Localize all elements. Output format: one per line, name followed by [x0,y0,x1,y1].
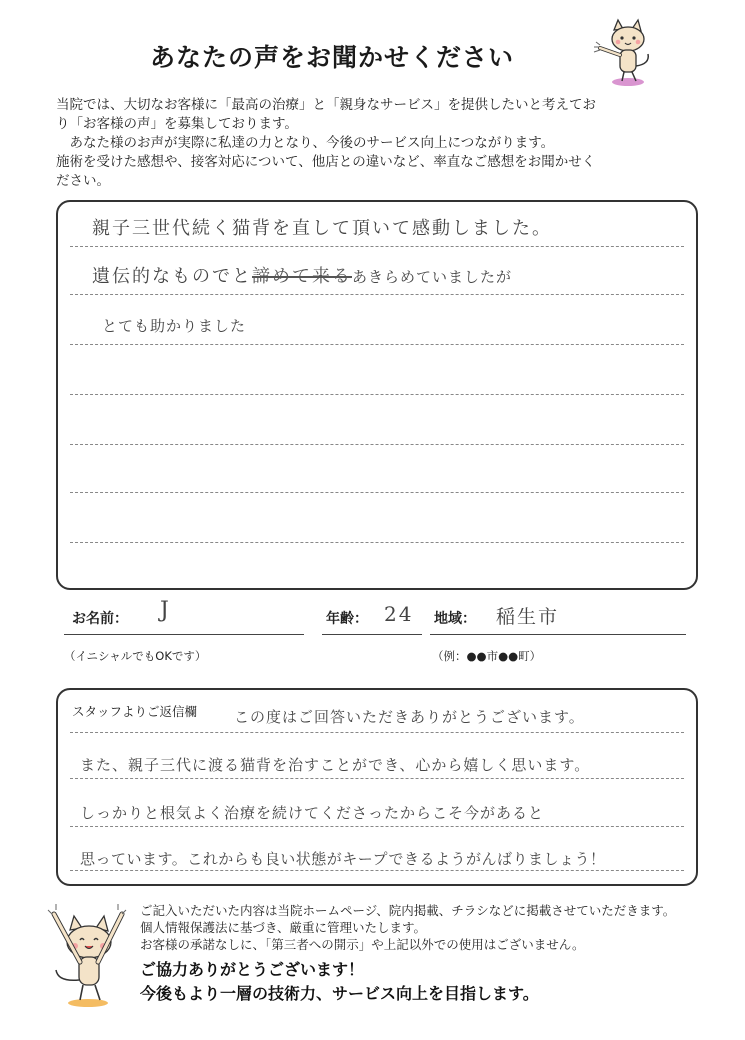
feedback-box [56,200,698,590]
feedback-line-2: 遺伝的なものでと諦めて来るあきらめていましたが [92,262,512,288]
staff-reply-line-3: しっかりと根気よく治療を続けてくださったからこそ今があると [80,804,545,822]
name-note: （イニシャルでもOKです） [64,649,207,663]
writing-line [70,826,684,827]
staff-reply-line-1: この度はご回答いただきありがとうございます。 [234,708,585,726]
writing-line [70,492,684,493]
intro-text: 当院では、大切なお客様に「最高の治療」と「親身なサービス」を提供したいと考えてお り「お客様の声」を募集しております。 あなた様のお声が実際に私達の力となり、今後のサービス向上につながります。 施術を受けた感想や、接客対応について、他店との違いなど、率直なご感想をお聞かせく ださい。 [56,97,596,189]
staff-reply-line-4: 思っています。これからも良い状態がキープできるようがんばりましょう！ [80,850,606,868]
staff-reply-box [56,688,698,886]
feedback-line-3: とても助かりました [102,317,247,335]
writing-line [70,344,684,345]
page-title: あなたの声をお聞かせください [150,43,515,72]
cat-waving-icon [590,18,660,88]
writing-line [70,444,684,445]
writing-line [70,246,684,247]
name-label: お名前： [72,611,128,627]
staff-reply-line-2: また、親子三代に渡る猫背を治すことができ、心から嬉しく思います。 [80,756,591,774]
cat-cheering-icon [40,900,135,1010]
name-value: J [160,598,171,623]
region-label: 地域： [434,611,476,627]
feedback-line-1: 親子三世代続く猫背を直して頂いて感動しました。 [92,218,552,239]
footer-notice: ご記入いただいた内容は当院ホームページ、院内掲載、チラシなどに掲載させていただきます。 個人情報保護法に基づき、厳重に管理いたします。 お客様の承諾なしに、「第三者への開示」や上記以外での使用はございません。 [140,903,676,952]
writing-line [70,394,684,395]
writing-line [70,542,684,543]
region-note: （例：●●市●●町） [432,649,542,663]
age-underline [322,634,422,635]
age-value: 24 [384,602,414,626]
writing-line [70,732,684,733]
age-label: 年齢： [326,611,368,627]
name-underline [64,634,304,635]
region-underline [430,634,686,635]
region-value: 稲生市 [496,606,560,628]
staff-reply-label: スタッフよりご返信欄 [72,704,198,719]
writing-line [70,294,684,295]
struck-text: 諦めて来る [252,266,352,287]
writing-line [70,778,684,779]
thanks-message: ご協力ありがとうございます！ 今後もより一層の技術力、サービス向上を目指します。 [140,960,539,1003]
writing-line [70,870,684,871]
